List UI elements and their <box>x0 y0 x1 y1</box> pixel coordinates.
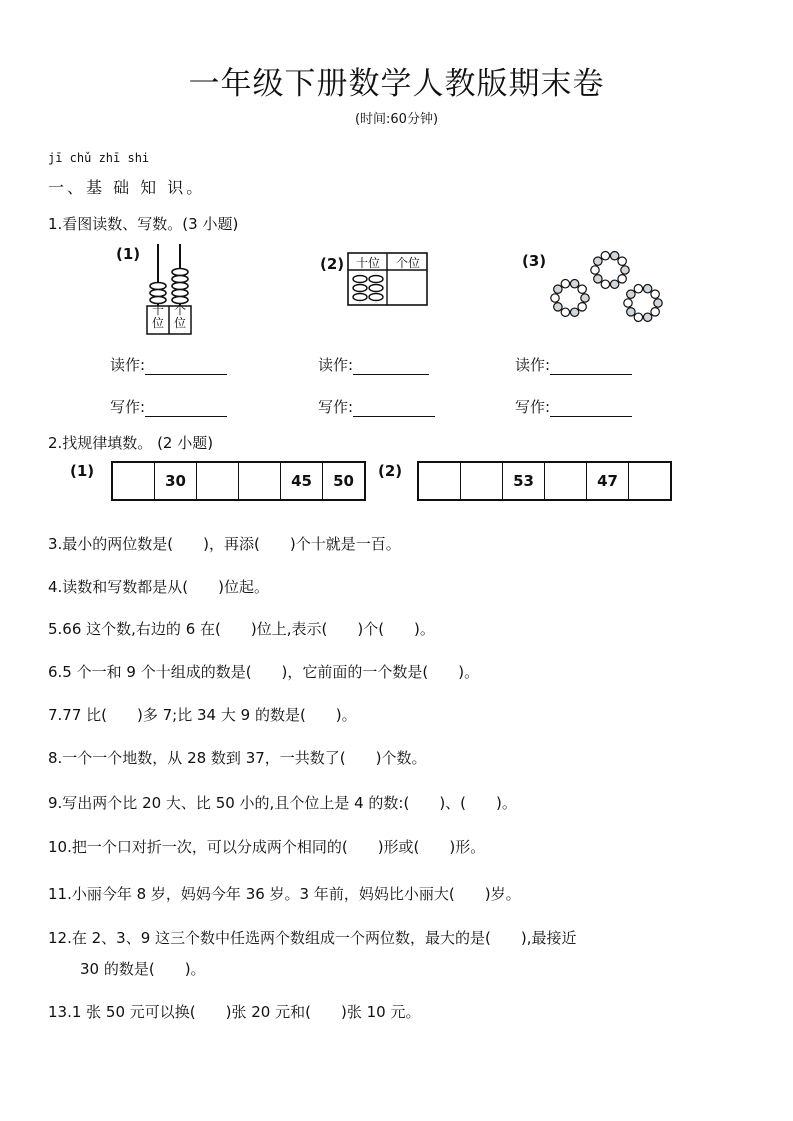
sequence-cell[interactable]: 50 <box>333 472 354 490</box>
chart-ones-header: 个位 <box>395 256 420 270</box>
bead <box>610 252 618 260</box>
figure-2-label: (2) <box>320 255 345 273</box>
bead <box>570 280 578 288</box>
bead <box>601 252 609 260</box>
bead <box>627 290 635 298</box>
read-label: 读作: <box>515 356 551 374</box>
sequence-cell[interactable] <box>629 463 670 499</box>
bead <box>601 280 609 288</box>
bead <box>554 303 562 311</box>
read-answer-2[interactable] <box>318 354 429 375</box>
question-2: 2.找规律填数。 (2 小题) <box>48 434 214 452</box>
question-3: 3.最小的两位数是( )，再添( )个十就是一百。 <box>48 535 401 553</box>
question-6: 6.5 个一和 9 个十组成的数是( )，它前面的一个数是( )。 <box>48 663 480 681</box>
sequence-cell[interactable]: 53 <box>503 463 545 499</box>
section-pinyin: jī chǔ zhī shi <box>48 151 150 165</box>
question-1: 1.看图读数、写数。(3 小题) <box>48 215 239 233</box>
bead <box>643 313 651 321</box>
question-12: 12.在 2、3、9 这三个数中任选两个数组成一个两位数，最大的是( ),最接近 <box>48 929 577 947</box>
bead <box>643 285 651 293</box>
sequence-cell[interactable] <box>461 463 503 499</box>
sequence-1 <box>111 461 366 501</box>
write-answer-2[interactable] <box>318 396 435 417</box>
write-label: 写作: <box>515 398 551 416</box>
question-4: 4.读数和写数都是从( )位起。 <box>48 578 270 596</box>
write-blank[interactable] <box>353 401 435 417</box>
sequence-1-label: (1) <box>70 462 95 480</box>
question-11: 11.小丽今年 8 岁，妈妈今年 36 岁。3 年前，妈妈比小丽大( )岁。 <box>48 885 521 903</box>
bead <box>627 308 635 316</box>
question-5: 5.66 这个数,右边的 6 在( )位上,表示( )个( )。 <box>48 620 435 638</box>
read-blank[interactable] <box>145 359 227 375</box>
sequence-cell[interactable]: 45 <box>281 463 323 499</box>
write-blank[interactable] <box>145 401 227 417</box>
bead <box>634 313 642 321</box>
bead <box>561 308 569 316</box>
read-blank[interactable] <box>353 359 429 375</box>
abacus-ones-label: 个 位 <box>173 303 186 330</box>
sequence-cell[interactable] <box>197 463 239 499</box>
question-8: 8.一个一个地数，从 28 数到 37，一共数了( )个数。 <box>48 749 427 767</box>
question-9: 9.写出两个比 20 大、比 50 小的,且个位上是 4 的数:( )、( )。 <box>48 794 517 812</box>
sequence-cell[interactable] <box>419 463 461 499</box>
abacus-tens-label: 十 位 <box>151 303 164 330</box>
bead <box>581 294 589 302</box>
bead <box>651 308 659 316</box>
read-answer-1[interactable] <box>110 354 227 375</box>
bead <box>578 285 586 293</box>
sequence-cell[interactable]: 47 <box>587 463 629 499</box>
bead-rings-figure <box>548 248 666 328</box>
read-label: 读作: <box>318 356 354 374</box>
bead <box>551 294 559 302</box>
bead <box>610 280 618 288</box>
bead <box>618 257 626 265</box>
figure-1-label: (1) <box>116 245 141 263</box>
bead <box>634 285 642 293</box>
bead <box>624 299 632 307</box>
page-title: 一年级下册数学人教版期末卷 <box>188 66 605 102</box>
bead <box>594 257 602 265</box>
write-label: 写作: <box>110 398 146 416</box>
read-blank[interactable] <box>550 359 632 375</box>
sequence-cell[interactable] <box>545 463 587 499</box>
question-13: 13.1 张 50 元可以换( )张 20 元和( )张 10 元。 <box>48 1003 421 1021</box>
bead <box>561 280 569 288</box>
sequence-2-label: (2) <box>378 462 403 480</box>
write-answer-1[interactable] <box>110 396 227 417</box>
chart-tens-header: 十位 <box>355 256 380 270</box>
write-answer-3[interactable] <box>515 396 632 417</box>
read-label: 读作: <box>110 356 146 374</box>
question-7: 7.77 比( )多 7;比 34 大 9 的数是( )。 <box>48 706 357 724</box>
section-title: 一、基 础 知 识。 <box>48 178 206 197</box>
bead <box>591 266 599 274</box>
bead <box>654 299 662 307</box>
bead <box>578 303 586 311</box>
read-answer-3[interactable] <box>515 354 632 375</box>
bead <box>554 285 562 293</box>
sequence-2 <box>417 461 672 501</box>
bead <box>594 275 602 283</box>
bead <box>618 275 626 283</box>
sequence-cell[interactable] <box>239 463 281 499</box>
write-blank[interactable] <box>550 401 632 417</box>
bead <box>651 290 659 298</box>
question-12-continued: 30 的数是( )。 <box>80 960 206 978</box>
sequence-cell[interactable]: 30 <box>155 463 197 499</box>
bead <box>621 266 629 274</box>
question-10: 10.把一个口对折一次，可以分成两个相同的( )形或( )形。 <box>48 838 486 856</box>
sequence-cell[interactable] <box>113 463 155 499</box>
figure-3-label: (3) <box>522 252 547 270</box>
write-label: 写作: <box>318 398 354 416</box>
bead <box>570 308 578 316</box>
time-limit: (时间:60分钟) <box>354 112 439 127</box>
